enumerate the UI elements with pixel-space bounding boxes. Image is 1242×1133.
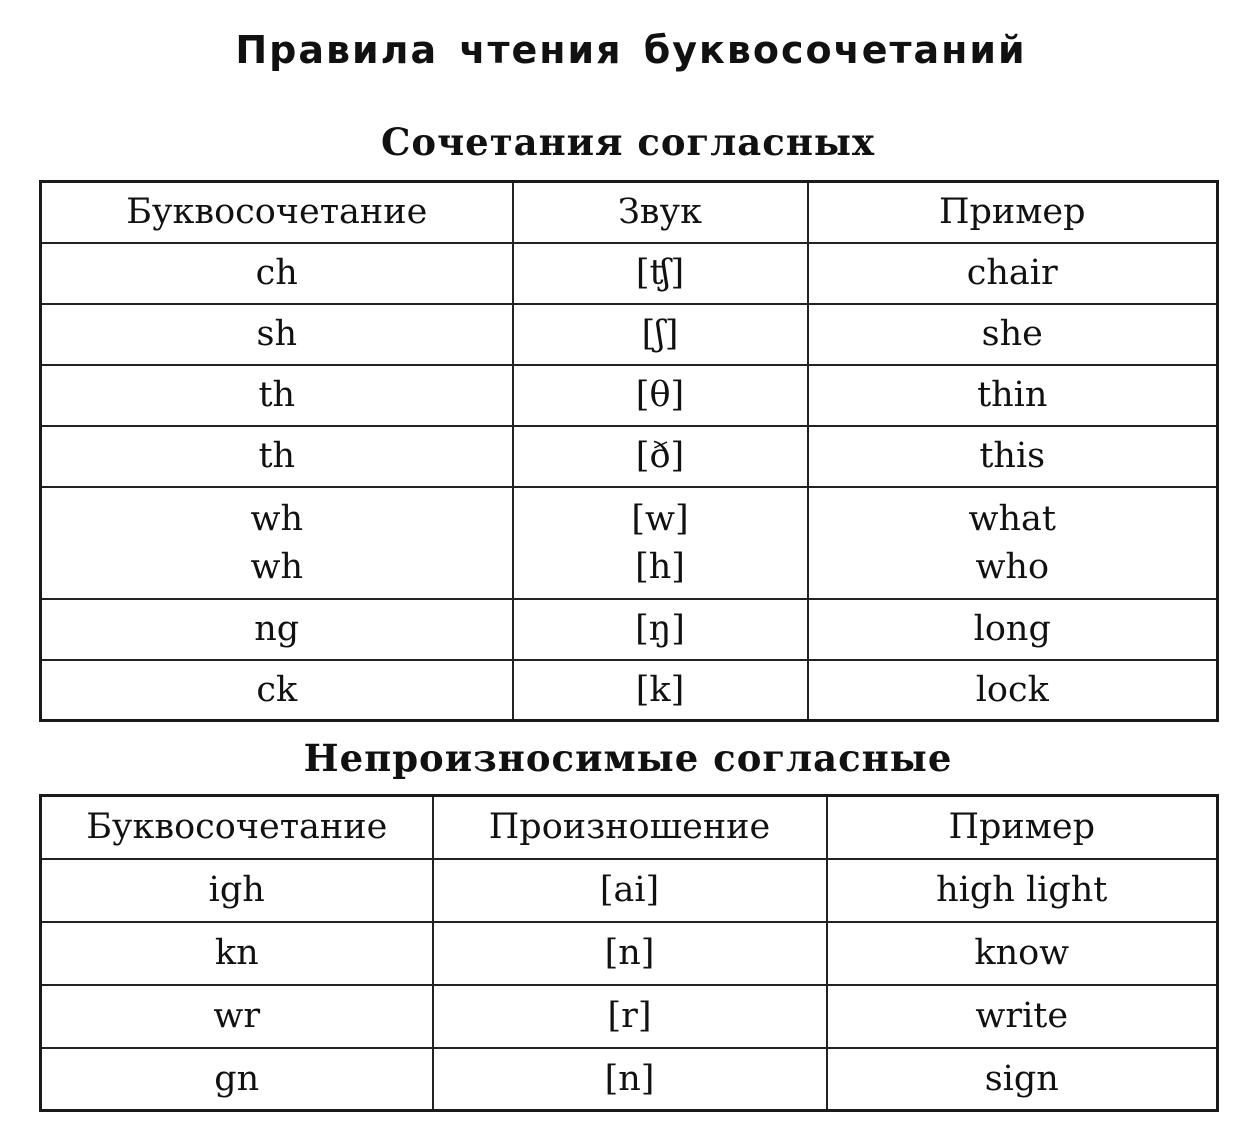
combination-cell: igh [41,859,433,922]
table-row [41,985,1218,1048]
consonant-combinations-table [39,180,1219,722]
combination-line: wh [250,546,303,587]
sound-cell: [ŋ] [513,599,808,660]
section-title-silent-consonants: Непроизносимые согласные [303,736,953,780]
column-header: Буквосочетание [41,796,433,859]
example-cell: sign [827,1048,1218,1111]
pronunciation-cell: [n] [433,922,827,985]
column-header: Буквосочетание [41,182,513,243]
pronunciation-cell: [ai] [433,859,827,922]
sound-cell: [ʃ] [513,304,808,365]
example-cell: this [808,426,1218,487]
example-cell: she [808,304,1218,365]
sound-cell [513,487,808,599]
sound-cell: [θ] [513,365,808,426]
column-header: Звук [513,182,808,243]
combination-cell: ng [41,599,513,660]
combination-cell: gn [41,1048,433,1111]
table-row [41,365,1218,426]
combination-cell: ck [41,660,513,721]
table-header-row [41,796,1218,859]
table-row [41,859,1218,922]
sound-cell: [ʧ] [513,243,808,304]
combination-cell: kn [41,922,433,985]
table-row [41,599,1218,660]
example-cell: lock [808,660,1218,721]
column-header: Пример [827,796,1218,859]
column-header: Пример [808,182,1218,243]
table-row [41,660,1218,721]
pronunciation-cell: [r] [433,985,827,1048]
silent-consonants-table [39,794,1219,1112]
page-title: Правила чтения буквосочетаний [235,28,1027,72]
combination-cell: th [41,365,513,426]
section-title-consonant-combinations: Сочетания согласных [380,120,876,164]
column-header: Произношение [433,796,827,859]
example-cell: know [827,922,1218,985]
combination-cell [41,487,513,599]
table-row [41,243,1218,304]
sound-cell: [k] [513,660,808,721]
combination-cell: ch [41,243,513,304]
combination-cell: th [41,426,513,487]
example-cell [808,487,1218,599]
table-row [41,304,1218,365]
example-cell: thin [808,365,1218,426]
example-cell: long [808,599,1218,660]
table-row [41,426,1218,487]
table-header-row [41,182,1218,243]
table-row [41,922,1218,985]
pronunciation-cell: [n] [433,1048,827,1111]
combination-cell: wr [41,985,433,1048]
sound-line: [w] [631,498,689,539]
example-cell: chair [808,243,1218,304]
table-row [41,487,1218,599]
combination-cell: sh [41,304,513,365]
sound-line: [h] [635,546,685,587]
example-line: who [975,546,1050,587]
combination-line: wh [250,498,303,539]
example-line: what [968,498,1056,539]
sound-cell: [ð] [513,426,808,487]
table-row [41,1048,1218,1111]
example-cell: write [827,985,1218,1048]
example-cell: high light [827,859,1218,922]
